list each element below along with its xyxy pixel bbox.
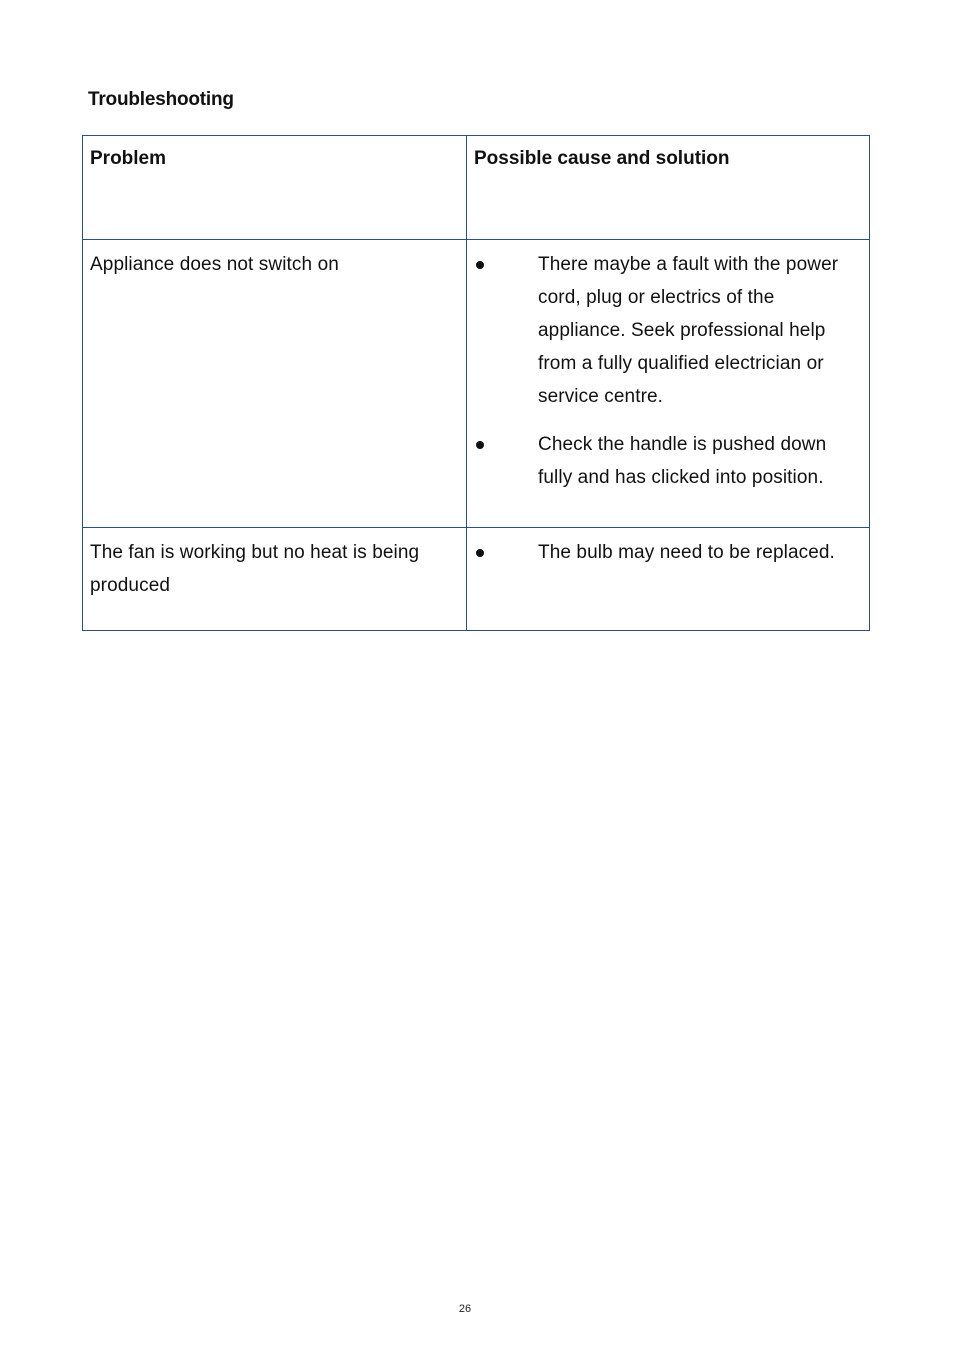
problem-text: The fan is working but no heat is being produced: [90, 542, 420, 596]
table-header-row: [83, 136, 870, 240]
problem-cell: [83, 528, 467, 631]
troubleshooting-table: [82, 135, 870, 631]
solution-list: [474, 248, 862, 494]
bullet-icon: [476, 261, 484, 269]
solution-cell: [467, 528, 870, 631]
table-row: [83, 240, 870, 528]
solution-cell: [467, 240, 870, 528]
page-number: 26: [458, 1303, 472, 1315]
solution-item: [474, 536, 862, 569]
solution-text: The bulb may need to be replaced.: [538, 542, 835, 563]
problem-cell: [83, 240, 467, 528]
solution-item: [474, 428, 862, 494]
solution-list: [474, 536, 862, 569]
solution-text: There maybe a fault with the power cord, plug or electrics of the appliance. Seek professional help from a fully qualified electrician or service centre.: [538, 254, 839, 407]
bullet-icon: [476, 441, 484, 449]
problem-text: Appliance does not switch on: [90, 254, 339, 275]
table-row: [83, 528, 870, 631]
solution-text: Check the handle is pushed down fully and has clicked into position.: [538, 434, 827, 488]
bullet-icon: [476, 549, 484, 557]
solution-item: [474, 248, 862, 413]
column-header-problem: Problem: [83, 136, 467, 240]
section-title: Troubleshooting: [88, 89, 234, 110]
column-header-solution: Possible cause and solution: [467, 136, 870, 240]
